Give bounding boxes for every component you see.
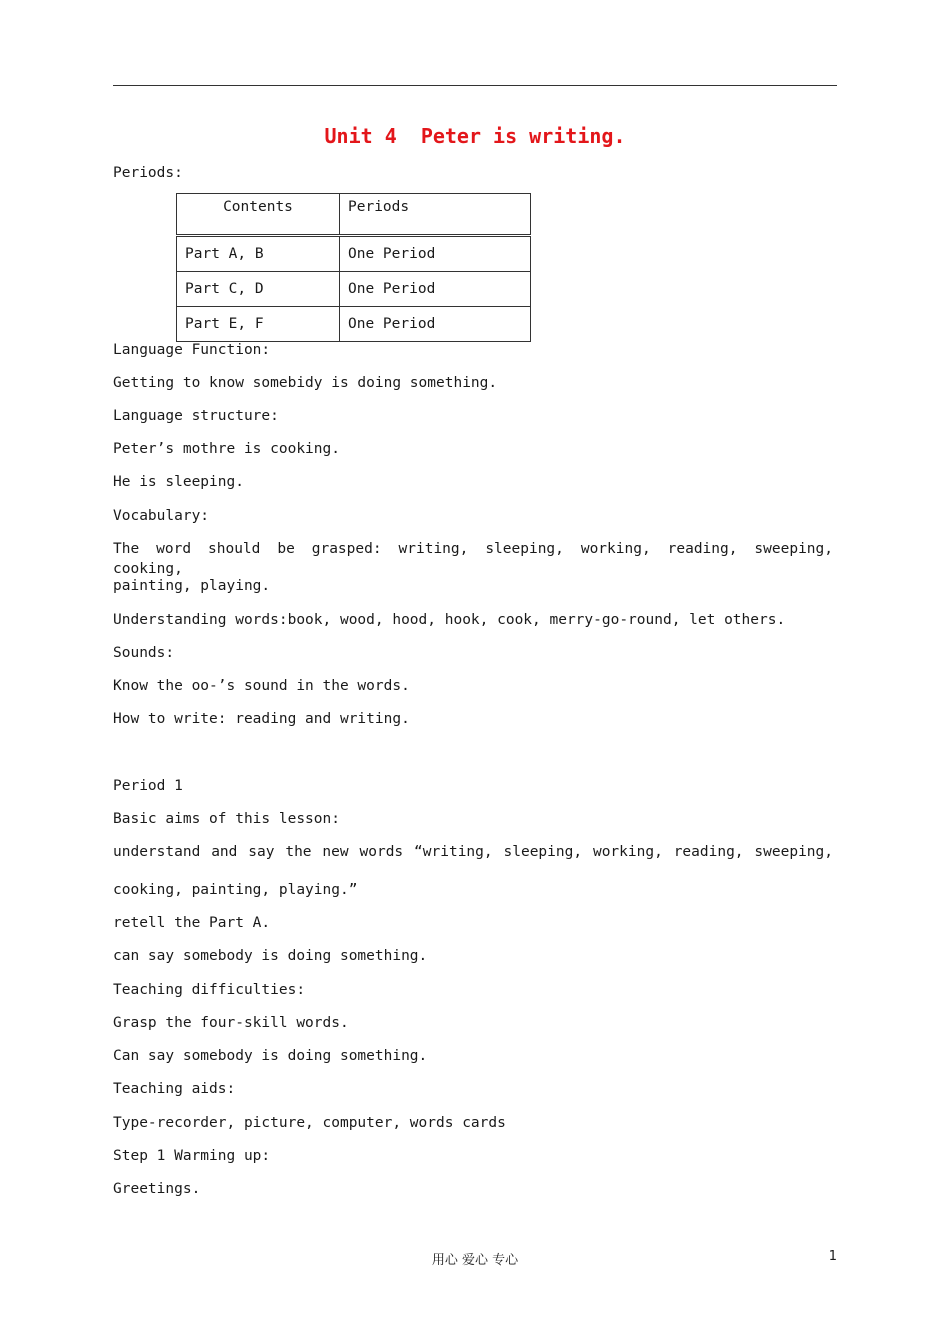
text-line: He is sleeping.	[113, 474, 244, 490]
periods-label: Periods:	[113, 165, 183, 181]
text-line: cooking, painting, playing.”	[113, 882, 358, 898]
table-row	[177, 236, 531, 272]
heading-teaching-aids: Teaching aids:	[113, 1081, 236, 1097]
table-row	[177, 272, 531, 307]
footer-motto: 用心 爱心 专心	[431, 1253, 519, 1268]
heading-sounds: Sounds:	[113, 645, 175, 661]
text-line: Getting to know somebidy is doing something.	[113, 375, 498, 391]
text-line: understand and say the new words “writing, sleeping, working, reading, sweeping,	[113, 844, 833, 860]
table-cell: One Period	[340, 272, 531, 307]
heading-teaching-difficulties: Teaching difficulties:	[113, 982, 306, 998]
heading-language-structure: Language structure:	[113, 408, 279, 424]
page-title: Unit 4 Peter is writing.	[324, 124, 626, 148]
text-line: Understanding words:book, wood, hood, hook, cook, merry-go-round, let others.	[113, 612, 786, 628]
table-header-row	[177, 194, 531, 236]
page-number: 1	[828, 1249, 837, 1264]
text-line: painting, playing.	[113, 578, 271, 594]
table-cell: One Period	[340, 236, 531, 272]
text-line: How to write: reading and writing.	[113, 711, 410, 727]
text-line: Can say somebody is doing something.	[113, 1048, 428, 1064]
text-line: Greetings.	[113, 1181, 201, 1197]
text-line: Peter’s mothre is cooking.	[113, 441, 340, 457]
text-line: retell the Part A.	[113, 915, 271, 931]
heading-vocabulary: Vocabulary:	[113, 508, 210, 524]
table-header-periods: Periods	[340, 194, 531, 236]
table-cell: Part E, F	[177, 307, 340, 342]
heading-period-1: Period 1	[113, 778, 183, 794]
heading-basic-aims: Basic aims of this lesson:	[113, 811, 340, 827]
text-line: Grasp the four-skill words.	[113, 1015, 349, 1031]
header-rule	[113, 85, 837, 86]
table-cell: One Period	[340, 307, 531, 342]
heading-language-function: Language Function:	[113, 342, 271, 358]
table-cell: Part A, B	[177, 236, 340, 272]
table-header-contents: Contents	[177, 194, 340, 236]
text-line: Type-recorder, picture, computer, words cards	[113, 1115, 506, 1131]
table-row	[177, 307, 531, 342]
heading-step-1: Step 1 Warming up:	[113, 1148, 271, 1164]
table-cell: Part C, D	[177, 272, 340, 307]
text-line: The word should be grasped: writing, sleeping, working, reading, sweeping, cooking,	[113, 541, 833, 577]
text-line: Know the oo-’s sound in the words.	[113, 678, 410, 694]
text-line: can say somebody is doing something.	[113, 948, 428, 964]
periods-table	[176, 193, 531, 342]
